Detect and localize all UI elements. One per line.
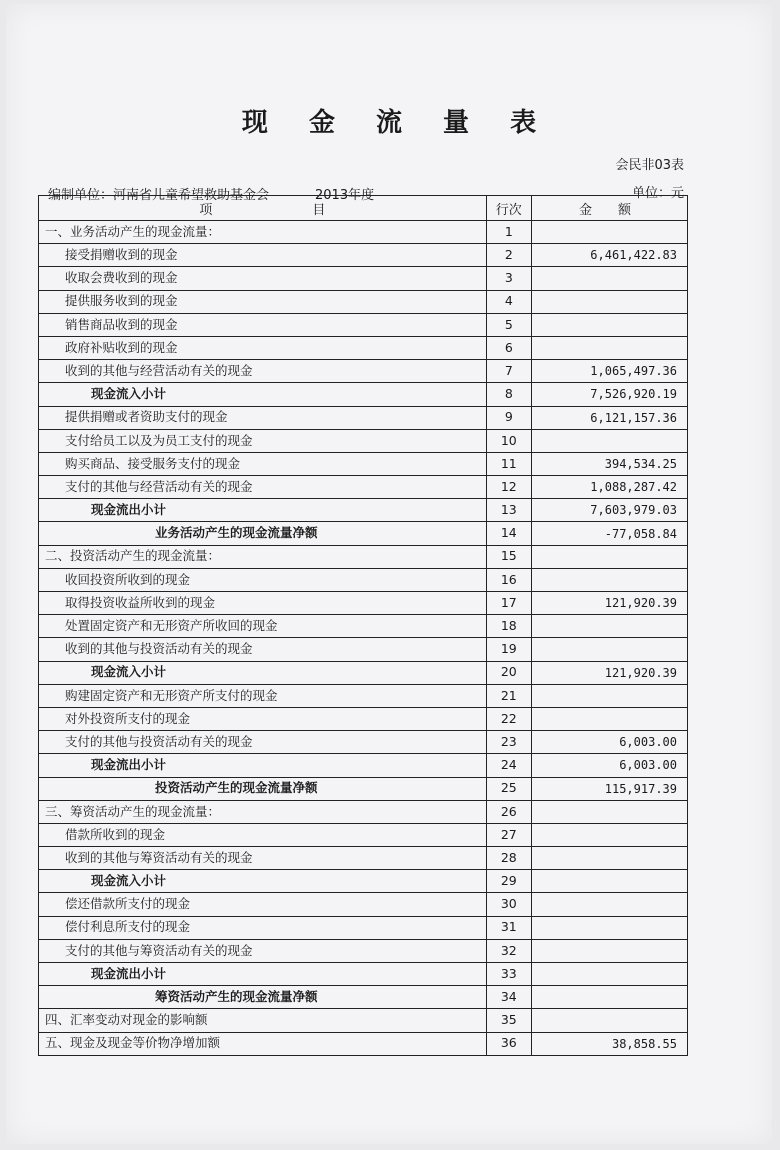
row-label: 四、汇率变动对现金的影响额	[39, 1009, 487, 1032]
row-line-no: 5	[486, 313, 531, 336]
row-line-no: 3	[486, 267, 531, 290]
table-row	[39, 545, 688, 568]
row-label: 筹资活动产生的现金流量净额	[39, 986, 487, 1009]
row-label: 支付给员工以及为员工支付的现金	[39, 429, 487, 452]
row-label: 收到的其他与筹资活动有关的现金	[39, 847, 487, 870]
table-row	[39, 499, 688, 522]
table-row	[39, 847, 688, 870]
table-row	[39, 893, 688, 916]
row-line-no: 18	[486, 615, 531, 638]
row-line-no: 30	[486, 893, 531, 916]
form-code: 会民非03表	[615, 158, 684, 173]
page-title: 现 金 流 量 表	[241, 108, 553, 138]
table-row	[39, 963, 688, 986]
row-amount	[531, 847, 687, 870]
header-amount: 金 额	[531, 196, 687, 221]
row-amount	[531, 986, 687, 1009]
row-line-no: 15	[486, 545, 531, 568]
row-amount	[531, 568, 687, 591]
row-amount: -77,058.84	[531, 522, 687, 545]
table-row	[39, 707, 688, 730]
table-row	[39, 336, 688, 359]
row-amount	[531, 684, 687, 707]
row-amount: 121,920.39	[531, 661, 687, 684]
row-amount: 6,461,422.83	[531, 244, 687, 267]
row-label: 投资活动产生的现金流量净额	[39, 777, 487, 800]
row-amount: 1,065,497.36	[531, 360, 687, 383]
row-line-no: 21	[486, 684, 531, 707]
row-label: 处置固定资产和无形资产所收回的现金	[39, 615, 487, 638]
row-line-no: 35	[486, 1009, 531, 1032]
row-label: 购买商品、接受服务支付的现金	[39, 452, 487, 475]
table-row	[39, 429, 688, 452]
row-line-no: 25	[486, 777, 531, 800]
row-amount	[531, 545, 687, 568]
table-row	[39, 313, 688, 336]
header-line-no: 行次	[486, 196, 531, 221]
row-amount: 1,088,287.42	[531, 476, 687, 499]
unit-label: 单位：元	[631, 186, 684, 201]
row-amount	[531, 429, 687, 452]
table-header-row	[39, 196, 688, 221]
table-row	[39, 244, 688, 267]
row-line-no: 34	[486, 986, 531, 1009]
row-label: 收到的其他与经营活动有关的现金	[39, 360, 487, 383]
row-amount	[531, 336, 687, 359]
table-row	[39, 1009, 688, 1032]
table-row	[39, 754, 688, 777]
row-line-no: 28	[486, 847, 531, 870]
org-label: 编制单位：河南省儿童希望救助基金会	[48, 188, 270, 203]
table-row	[39, 452, 688, 475]
row-amount: 7,526,920.19	[531, 383, 687, 406]
row-line-no: 24	[486, 754, 531, 777]
row-amount	[531, 963, 687, 986]
row-label: 现金流出小计	[39, 754, 487, 777]
table-row	[39, 568, 688, 591]
row-line-no: 29	[486, 870, 531, 893]
row-label: 偿付利息所支付的现金	[39, 916, 487, 939]
row-amount: 6,121,157.36	[531, 406, 687, 429]
cash-flow-table	[38, 195, 688, 1056]
row-amount	[531, 615, 687, 638]
table-row	[39, 684, 688, 707]
row-amount: 7,603,979.03	[531, 499, 687, 522]
row-label: 支付的其他与经营活动有关的现金	[39, 476, 487, 499]
row-amount	[531, 939, 687, 962]
row-label: 支付的其他与投资活动有关的现金	[39, 731, 487, 754]
row-label: 收回投资所收到的现金	[39, 568, 487, 591]
row-line-no: 26	[486, 800, 531, 823]
table-row	[39, 406, 688, 429]
table-row	[39, 661, 688, 684]
table-row	[39, 615, 688, 638]
row-line-no: 20	[486, 661, 531, 684]
row-label: 一、业务活动产生的现金流量：	[39, 221, 487, 244]
row-line-no: 32	[486, 939, 531, 962]
row-line-no: 8	[486, 383, 531, 406]
row-label: 对外投资所支付的现金	[39, 707, 487, 730]
row-label: 提供服务收到的现金	[39, 290, 487, 313]
row-amount	[531, 800, 687, 823]
row-line-no: 10	[486, 429, 531, 452]
row-line-no: 33	[486, 963, 531, 986]
row-line-no: 7	[486, 360, 531, 383]
row-line-no: 36	[486, 1032, 531, 1055]
table-row	[39, 290, 688, 313]
row-amount	[531, 823, 687, 846]
row-line-no: 22	[486, 707, 531, 730]
report-year: 2013年度	[315, 188, 375, 203]
header-item: 项 目	[39, 196, 487, 221]
row-amount: 115,917.39	[531, 777, 687, 800]
row-label: 支付的其他与筹资活动有关的现金	[39, 939, 487, 962]
row-amount: 38,858.55	[531, 1032, 687, 1055]
row-amount	[531, 1009, 687, 1032]
row-line-no: 14	[486, 522, 531, 545]
row-label: 借款所收到的现金	[39, 823, 487, 846]
row-amount	[531, 638, 687, 661]
row-amount	[531, 870, 687, 893]
row-line-no: 11	[486, 452, 531, 475]
row-amount	[531, 916, 687, 939]
row-line-no: 13	[486, 499, 531, 522]
table-row	[39, 777, 688, 800]
row-line-no: 6	[486, 336, 531, 359]
table-row	[39, 476, 688, 499]
row-label: 现金流出小计	[39, 963, 487, 986]
row-label: 提供捐赠或者资助支付的现金	[39, 406, 487, 429]
row-line-no: 17	[486, 592, 531, 615]
row-line-no: 31	[486, 916, 531, 939]
table-row	[39, 916, 688, 939]
row-label: 偿还借款所支付的现金	[39, 893, 487, 916]
row-amount	[531, 313, 687, 336]
row-amount: 121,920.39	[531, 592, 687, 615]
row-label: 取得投资收益所收到的现金	[39, 592, 487, 615]
row-line-no: 16	[486, 568, 531, 591]
table-row	[39, 870, 688, 893]
row-label: 收取会费收到的现金	[39, 267, 487, 290]
row-amount: 394,534.25	[531, 452, 687, 475]
row-label: 政府补贴收到的现金	[39, 336, 487, 359]
table-row	[39, 221, 688, 244]
table-row	[39, 1032, 688, 1055]
row-line-no: 2	[486, 244, 531, 267]
row-line-no: 12	[486, 476, 531, 499]
row-label: 三、筹资活动产生的现金流量：	[39, 800, 487, 823]
row-line-no: 1	[486, 221, 531, 244]
row-amount	[531, 267, 687, 290]
row-label: 现金流入小计	[39, 870, 487, 893]
row-label: 收到的其他与投资活动有关的现金	[39, 638, 487, 661]
row-label: 现金流入小计	[39, 383, 487, 406]
row-label: 五、现金及现金等价物净增加额	[39, 1032, 487, 1055]
table-row	[39, 939, 688, 962]
row-amount	[531, 893, 687, 916]
row-label: 业务活动产生的现金流量净额	[39, 522, 487, 545]
table-row	[39, 592, 688, 615]
row-line-no: 9	[486, 406, 531, 429]
row-label: 现金流出小计	[39, 499, 487, 522]
table-row	[39, 800, 688, 823]
row-label: 接受捐赠收到的现金	[39, 244, 487, 267]
row-label: 二、投资活动产生的现金流量：	[39, 545, 487, 568]
row-amount	[531, 707, 687, 730]
row-amount	[531, 221, 687, 244]
table-row	[39, 823, 688, 846]
row-line-no: 4	[486, 290, 531, 313]
table-row	[39, 638, 688, 661]
row-amount: 6,003.00	[531, 754, 687, 777]
row-amount	[531, 290, 687, 313]
row-line-no: 27	[486, 823, 531, 846]
row-amount: 6,003.00	[531, 731, 687, 754]
table-row	[39, 383, 688, 406]
table-row	[39, 731, 688, 754]
row-line-no: 23	[486, 731, 531, 754]
row-label: 销售商品收到的现金	[39, 313, 487, 336]
table-row	[39, 360, 688, 383]
table-row	[39, 986, 688, 1009]
row-label: 购建固定资产和无形资产所支付的现金	[39, 684, 487, 707]
table-row	[39, 267, 688, 290]
row-line-no: 19	[486, 638, 531, 661]
row-label: 现金流入小计	[39, 661, 487, 684]
table-row	[39, 522, 688, 545]
